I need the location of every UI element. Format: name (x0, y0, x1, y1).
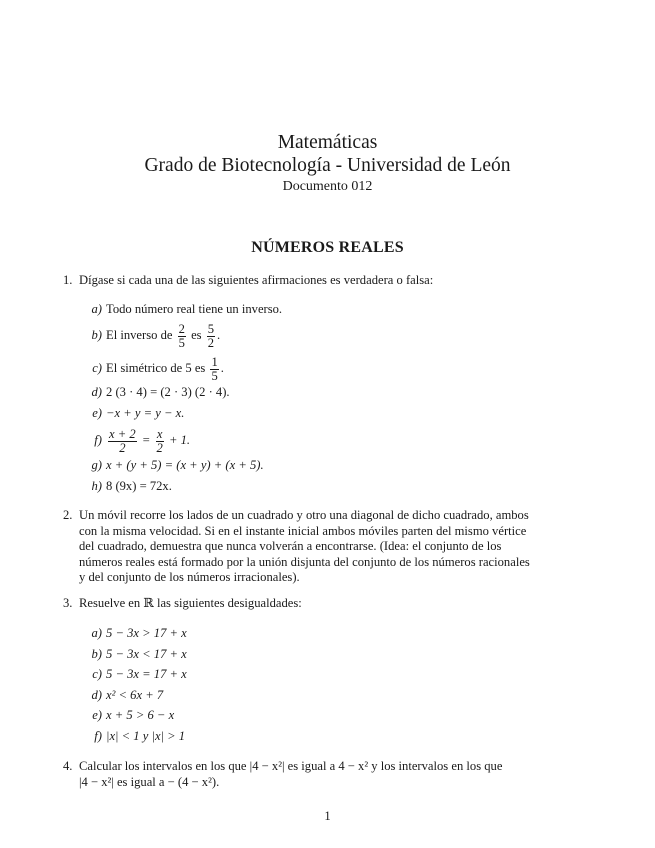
q1-item-g-text: x + (y + 5) = (x + y) + (x + 5). (106, 458, 264, 472)
q1-item-c-label: c) (92, 361, 102, 375)
page-number: 1 (324, 809, 331, 823)
q3-item-e-label: e) (92, 708, 102, 722)
q3-item-e-text: x + 5 > 6 − x (106, 708, 175, 722)
q1-item-b-label: b) (91, 328, 102, 342)
q1-item-d-text: 2 (3 · 4) = (2 · 3) (2 · 4). (106, 385, 230, 399)
q1-item-e-text: −x + y = y − x. (106, 406, 185, 420)
q1-item-c-text: El simétrico de 5 es $\frac{1}{5}$ . (106, 354, 224, 383)
q2-line-2: con la misma velocidad. Si en el instante inicial ambos móviles parten del mismo vértice (79, 523, 527, 538)
fraction-5-2: $\frac{5}{2}$ (207, 321, 215, 350)
q3-item-c-text: 5 − 3x = 17 + x (106, 667, 187, 681)
document-number: Documento 012 (282, 179, 373, 194)
q1-item-d-label: d) (91, 385, 102, 399)
q1-item-e-label: e) (92, 406, 102, 420)
q2-line-5: y del conjunto de los números irracionales). (79, 570, 300, 584)
q1-item-h-label: h) (91, 479, 102, 493)
q1-item-c-pre: El simétrico de 5 es (106, 361, 206, 375)
q2-number: 2. (63, 508, 73, 522)
document-subtitle: Grado de Biotecnología - Universidad de León (144, 155, 511, 176)
document-title: Matemáticas (277, 132, 378, 153)
q1-item-b-text: El inverso de $\frac{2}{5}$ es $\frac{5}{2}$ . (106, 321, 221, 350)
q3-item-a-label: a) (91, 626, 102, 640)
q1-number: 1. (63, 273, 73, 287)
fraction-2-5: $\frac{2}{5}$ (178, 321, 185, 350)
fraction-1-5: $\frac{1}{5}$ (211, 354, 218, 383)
q1-item-f-label: f) (94, 433, 102, 447)
q1-item-b-pre: El inverso de (106, 328, 173, 342)
q3-item-b-text: 5 − 3x < 17 + x (106, 647, 187, 661)
q3-item-f-text: |x| < 1 y |x| > 1 (106, 729, 186, 743)
q3-item-c-label: c) (92, 667, 102, 681)
q2-line-3: del cuadrado, demuestra que nunca volverán a encontrarse. (Idea: el conjunto de los (79, 539, 502, 553)
q1-item-h-text: 8 (9x) = 72x. (106, 479, 172, 493)
q1-text: Dígase si cada una de las siguientes afirmaciones es verdadera o falsa: (79, 273, 434, 287)
section-title: NÚMEROS REALES (251, 239, 404, 256)
q3-item-b-label: b) (91, 647, 102, 661)
q3-text: Resuelve en ℝ las siguientes desigualdades: (79, 596, 302, 610)
fraction-x-plus-2-over-2: $\frac{x + 2}{2}$ (109, 426, 136, 455)
q2-line-4: números reales está formado por la unión disjunta del conjunto de los números racionales (79, 554, 530, 569)
q4-line-1: Calcular los intervalos en los que |4 − x²| es igual a 4 − x² y los intervalos en los que (79, 759, 503, 773)
q3-item-d-text: x² < 6x + 7 (106, 688, 164, 702)
q4-line-2: |4 − x²| es igual a − (4 − x²). (79, 775, 220, 789)
q3-item-f-label: f) (94, 729, 102, 743)
q1-item-f-text: $\frac{x + 2}{2}$ = $\frac{x}{2}$ + 1. (109, 426, 191, 455)
q2-line-1: Un móvil recorre los lados de un cuadrado y otro una diagonal de dicho cuadrado, ambos (79, 508, 529, 522)
fraction-x-over-2: $\frac{x}{2}$ (156, 426, 163, 455)
q3-number: 3. (63, 596, 73, 610)
q1-item-a-text: Todo número real tiene un inverso. (106, 302, 283, 316)
q1-item-a-label: a) (91, 302, 102, 316)
q4-number: 4. (63, 759, 73, 773)
q1-item-b-mid: es (191, 328, 202, 342)
q3-item-d-label: d) (91, 688, 102, 702)
q3-item-a-text: 5 − 3x > 17 + x (106, 626, 187, 640)
q1-item-g-label: g) (91, 458, 102, 472)
